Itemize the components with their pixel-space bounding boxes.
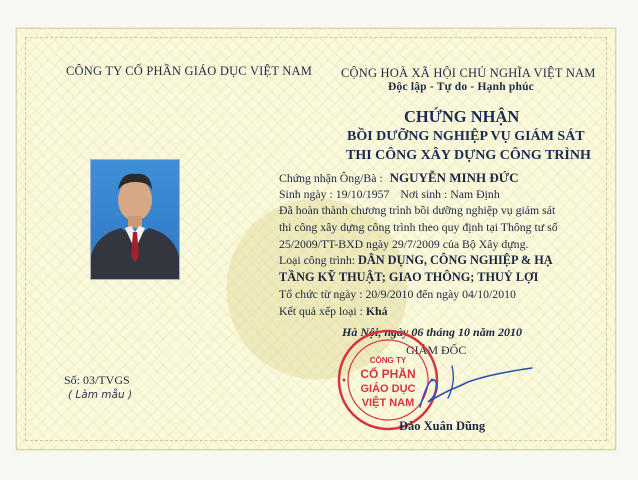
certificate-subtitle-1: BỒI DƯỠNG NGHIỆP VỤ GIÁM SÁT xyxy=(347,129,585,144)
completion-line-2: thi công xây dựng công trình theo quy định tại Thông tư số xyxy=(279,220,558,234)
issuer-name: CÔNG TY CỔ PHẦN GIÁO DỤC VIỆT NAM xyxy=(66,64,313,78)
handwritten-note: ( Làm mẫu ) xyxy=(68,389,133,401)
signer-title: GIÁM ĐỐC xyxy=(406,343,467,357)
completion-line-3: 25/2009/TT-BXD ngày 29/7/2009 của Bộ Xây dựng. xyxy=(279,237,529,251)
result-label: Kết quả xếp loại : xyxy=(279,304,363,318)
result-row xyxy=(279,304,387,319)
national-title: CỘNG HOÀ XÃ HỘI CHỦ NGHĨA VIỆT NAM xyxy=(341,66,596,80)
holder-name: NGUYỄN MINH ĐỨC xyxy=(389,170,519,185)
project-type-row xyxy=(279,253,553,268)
project-type-value-1: DÂN DỤNG, CÔNG NGHIỆP & HẠ xyxy=(357,253,553,267)
holder-name-row xyxy=(279,170,518,186)
holder-name-label: Chứng nhận Ông/Bà : xyxy=(279,171,383,185)
certificate-number: Số: 03/TVGS xyxy=(64,373,130,387)
portrait-image xyxy=(91,160,179,279)
seal-line-4: VIỆT NAM xyxy=(361,397,415,409)
dob-value: 19/10/1957 xyxy=(335,187,390,201)
dob-label: Sinh ngày : xyxy=(279,187,333,201)
national-motto: Độc lập - Tự do - Hạnh phúc xyxy=(388,81,534,93)
holder-photo xyxy=(90,159,180,280)
seal-line-2: CỔ PHẦN xyxy=(360,367,416,381)
organized-dates: Tổ chức từ ngày : 20/9/2010 đến ngày 04/10/2010 xyxy=(279,287,516,301)
signer-name: Đào Xuân Dũng xyxy=(399,419,486,433)
certificate-subtitle-2: THI CÔNG XÂY DỰNG CÔNG TRÌNH xyxy=(346,148,591,163)
project-type-label: Loại công trình: xyxy=(279,253,356,267)
director-signature xyxy=(390,352,540,422)
completion-line-1: Đã hoàn thành chương trình bồi dưỡng nghiệp vụ giám sát xyxy=(279,203,556,217)
pob-value: Nam Định xyxy=(450,187,500,201)
certificate-title: CHỨNG NHẬN xyxy=(404,107,520,126)
seal-line-3: GIÁO DỤC xyxy=(360,383,416,395)
seal-line-1: CÔNG TY xyxy=(369,356,407,365)
issue-date: Hà Nội, ngày 06 tháng 10 năm 2010 xyxy=(342,325,523,339)
pob-label: Nơi sinh : xyxy=(400,187,448,201)
result-value: Khá xyxy=(365,304,388,318)
project-type-value-2: TẦNG KỸ THUẬT; GIAO THÔNG; THUỶ LỢI xyxy=(279,270,539,284)
birth-row xyxy=(279,187,500,202)
